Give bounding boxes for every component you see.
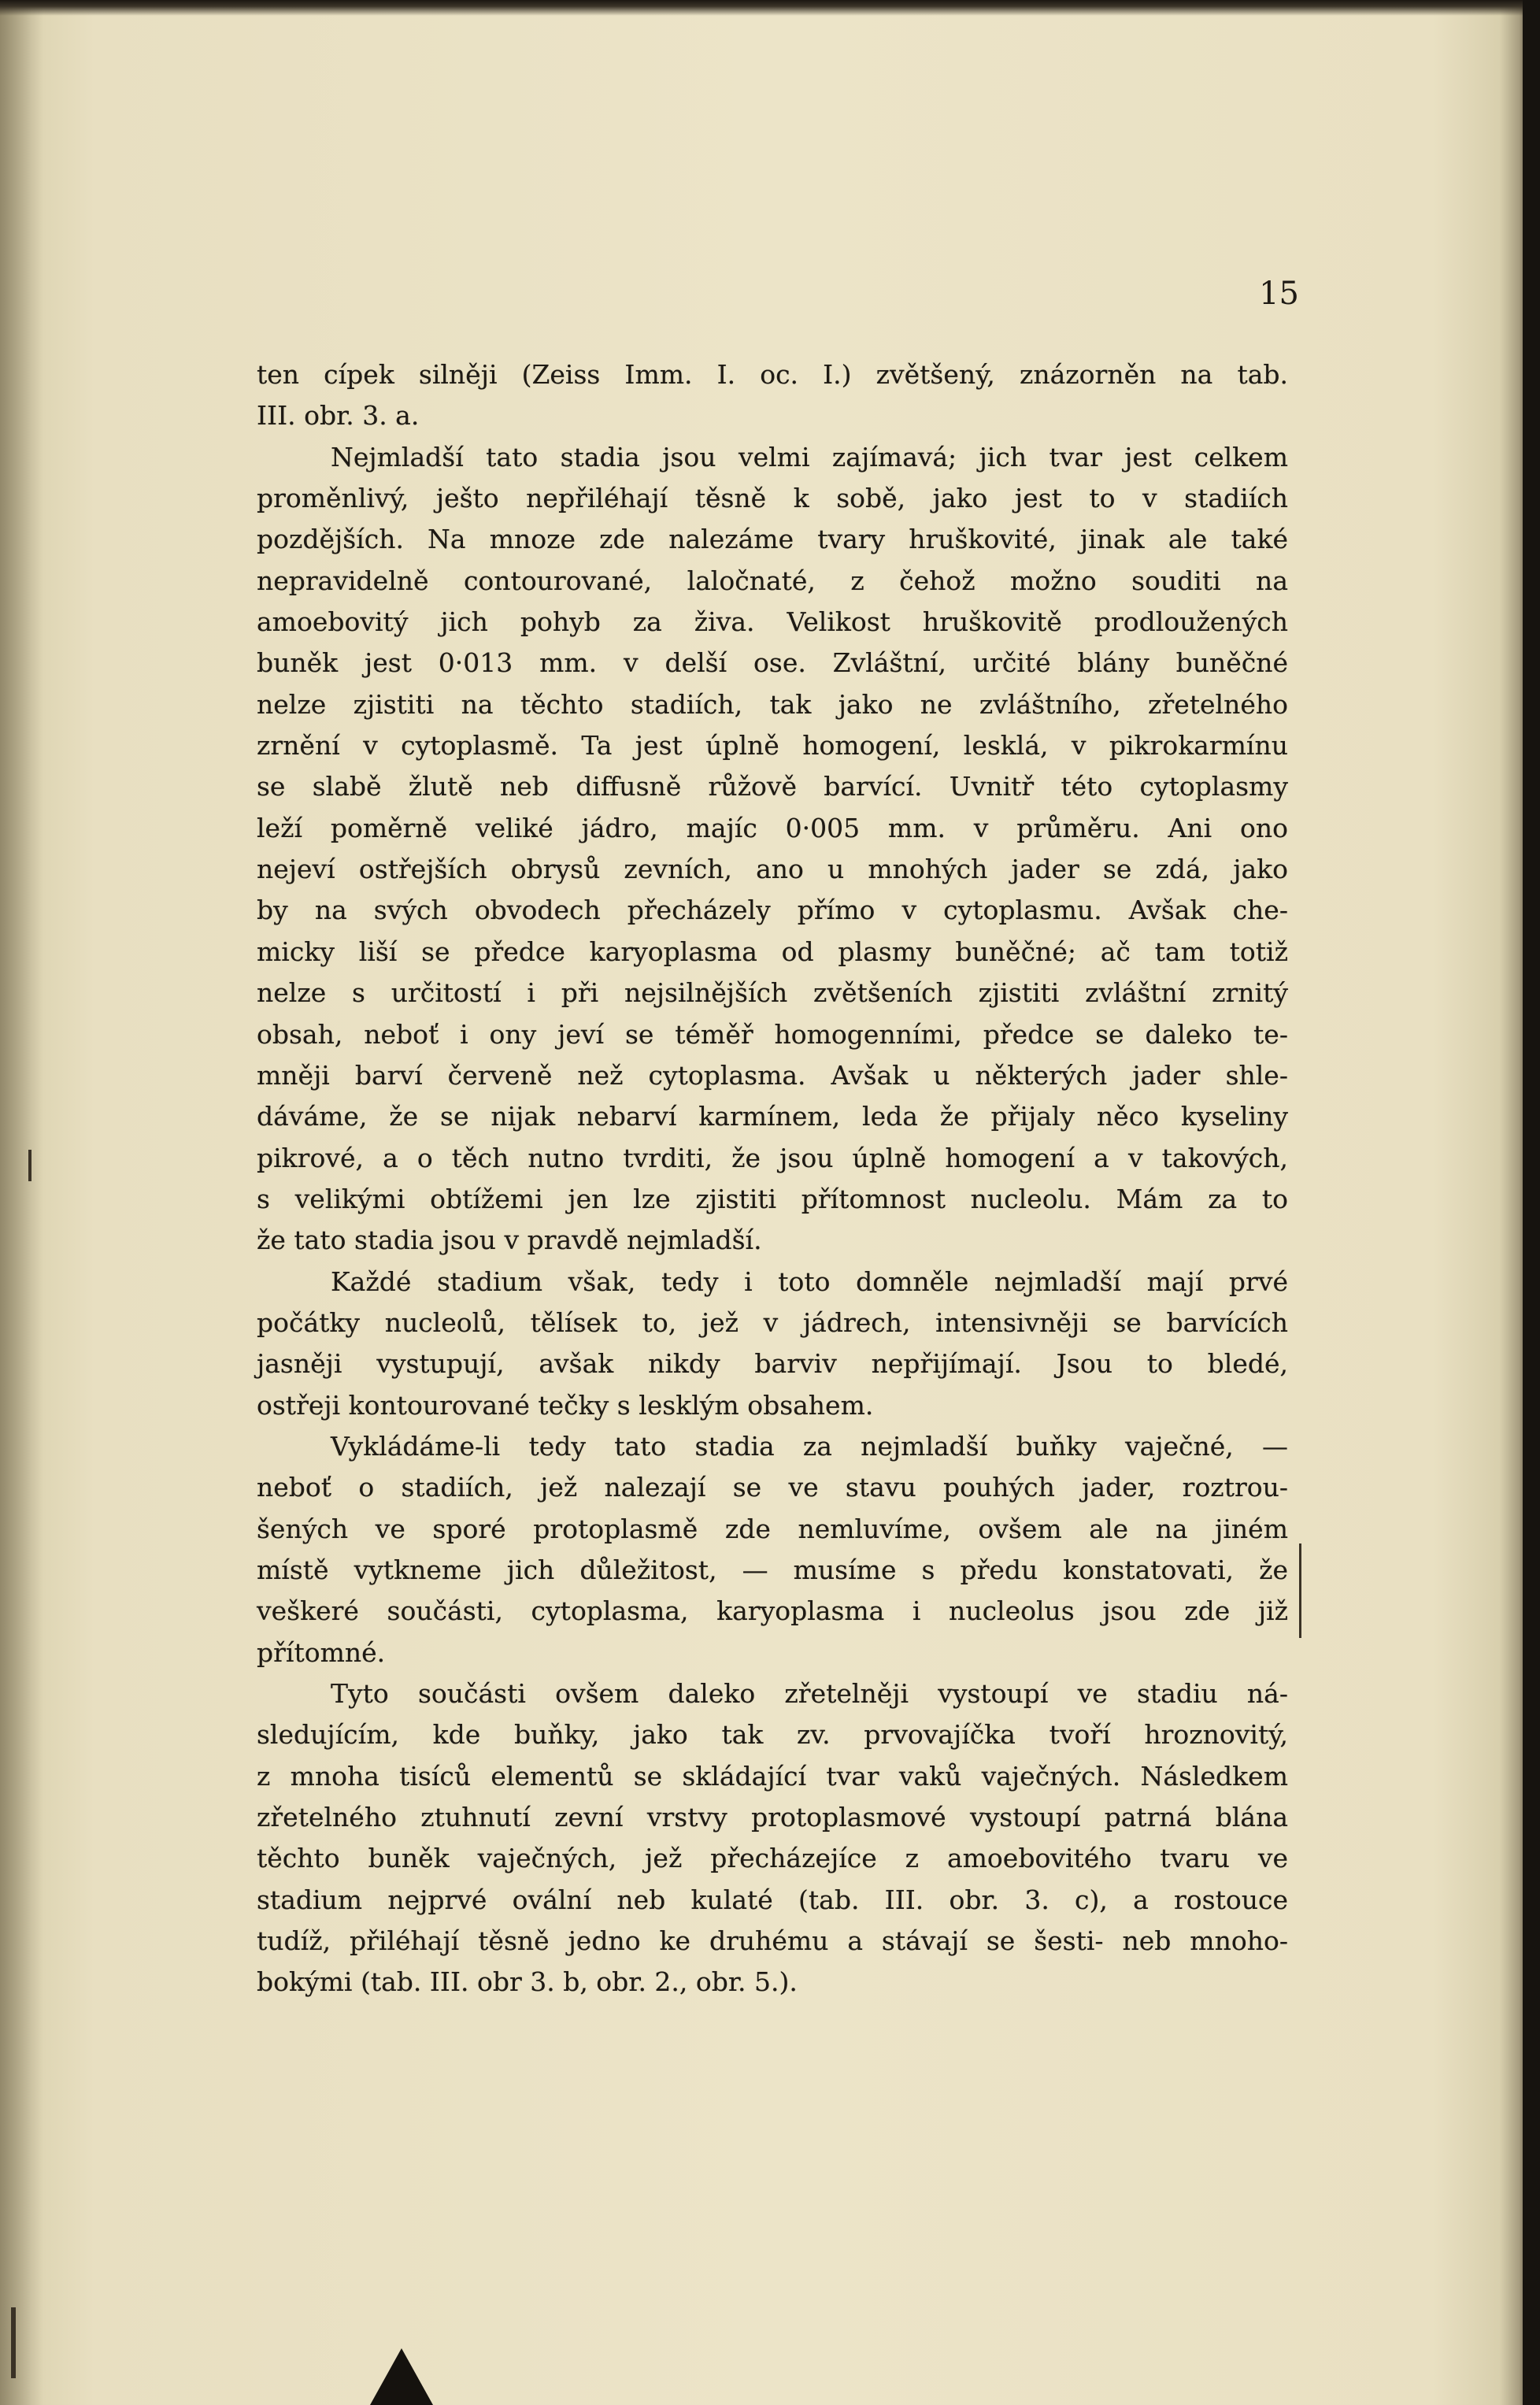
text-line: buněk jest 0·013 mm. v delší ose. Zvláštní, určité blány buněčné (257, 647, 1288, 679)
text-line: šených ve sporé protoplasmě zde nemluvíme, ovšem ale na jiném (257, 1513, 1288, 1544)
text-line: Nejmladší tato stadia jsou velmi zajímavá; jich tvar jest celkem (331, 441, 1288, 472)
text-line: Tyto součásti ovšem daleko zřetelněji vystoupí ve stadiu ná- (331, 1678, 1288, 1709)
page-number: 15 (1259, 276, 1299, 312)
text-line: leží poměrně veliké jádro, majíc 0·005 mm. v průměru. Ani ono (257, 812, 1288, 843)
text-line: s velikými obtížemi jen lze zjistiti přítomnost nucleolu. Mám za to (257, 1183, 1288, 1214)
text-line: mněji barví červeně než cytoplasma. Avšak u některých jader shle- (257, 1059, 1288, 1091)
text-line: pikrové, a o těch nutno tvrditi, že jsou úplně homogení a v takových, (257, 1142, 1288, 1173)
text-line: ostřeji kontourované tečky s lesklým obsahem. (257, 1389, 874, 1421)
text-line: by na svých obvodech přecházely přímo v cytoplasmu. Avšak che- (257, 895, 1288, 926)
text-line: Každé stadium však, tedy i toto domněle nejmladší mají prvé (331, 1265, 1288, 1297)
text-line: jasněji vystupují, avšak nikdy barviv nepřijímají. Jsou to bledé, (257, 1348, 1288, 1380)
text-line: nejeví ostřejších obrysů zevních, ano u mnohých jader se zdá, jako (257, 854, 1288, 885)
text-line: z mnoha tisíců elementů se skládající tvar vaků vaječných. Následkem (257, 1760, 1288, 1792)
text-line: nelze s určitostí i při nejsilnějších zvětšeních zjistiti zvláštní zrnitý (257, 977, 1288, 1009)
text-line: místě vytkneme jich důležitost, — musíme s předu konstatovati, že (257, 1554, 1288, 1585)
body-text (257, 354, 1288, 2003)
text-line: že tato stadia jsou v pravdě nejmladší. (257, 1225, 762, 1256)
text-line: zřetelného ztuhnutí zevní vrstvy protoplasmové vystoupí patrná blána (257, 1802, 1288, 1833)
margin-mark-left (28, 1150, 31, 1181)
text-line: micky liší se předce karyoplasma od plasmy buněčné; ač tam totiž (257, 936, 1288, 967)
margin-mark-left-bottom (11, 2307, 16, 2378)
text-line: III. obr. 3. a. (257, 400, 420, 432)
ink-smudge (370, 2348, 433, 2405)
text-line: bokými (tab. III. obr 3. b, obr. 2., obr. 5.). (257, 1966, 798, 1998)
text-line: pozdějších. Na mnoze zde nalezáme tvary hruškovité, jinak ale také (257, 524, 1288, 555)
text-line: stadium nejprvé ovální neb kulaté (tab. III. obr. 3. c), a rostouce (257, 1884, 1288, 1915)
margin-bracket-right (1299, 1543, 1301, 1638)
text-line: přítomné. (257, 1636, 386, 1668)
text-line: nelze zjistiti na těchto stadiích, tak jako ne zvláštního, zřetelného (257, 688, 1288, 720)
text-line: neboť o stadiích, jež nalezají se ve stavu pouhých jader, roztrou- (257, 1472, 1288, 1503)
text-line: obsah, neboť i ony jeví se téměř homogenními, předce se daleko te- (257, 1018, 1288, 1050)
text-line: sledujícím, kde buňky, jako tak zv. prvovajíčka tvoří hroznovitý, (257, 1719, 1288, 1751)
text-line: tudíž, přiléhají těsně jedno ke druhému a stávají se šesti- neb mnoho- (257, 1925, 1288, 1957)
text-line: nepravidelně contourované, laločnaté, z čehož možno souditi na (257, 565, 1288, 596)
text-line: dáváme, že se nijak nebarví karmínem, leda že přijaly něco kyseliny (257, 1101, 1288, 1132)
page-top-edge (0, 0, 1540, 16)
text-line: proměnlivý, ješto nepřiléhají těsně k sobě, jako jest to v stadiích (257, 483, 1288, 514)
text-line: amoebovitý jich pohyb za živa. Velikost hruškovitě prodloužených (257, 606, 1288, 638)
text-line: veškeré součásti, cytoplasma, karyoplasma i nucleolus jsou zde již (257, 1595, 1288, 1627)
text-line: ten cípek silněji (Zeiss Imm. I. oc. I.) zvětšený, znázorněn na tab. (257, 359, 1288, 390)
page-right-edge (1523, 0, 1540, 2405)
binding-shadow (0, 0, 43, 2405)
text-line: se slabě žlutě neb diffusně růžově barvící. Uvnitř této cytoplasmy (257, 771, 1288, 802)
text-line: počátky nucleolů, tělísek to, jež v jádrech, intensivněji se barvících (257, 1306, 1288, 1338)
text-line: Vykládáme-li tedy tato stadia za nejmladší buňky vaječné, — (331, 1430, 1288, 1462)
text-line: těchto buněk vaječných, jež přecházejíce z amoebovitého tvaru ve (257, 1843, 1288, 1874)
text-line: zrnění v cytoplasmě. Ta jest úplně homogení, lesklá, v pikrokarmínu (257, 730, 1288, 762)
